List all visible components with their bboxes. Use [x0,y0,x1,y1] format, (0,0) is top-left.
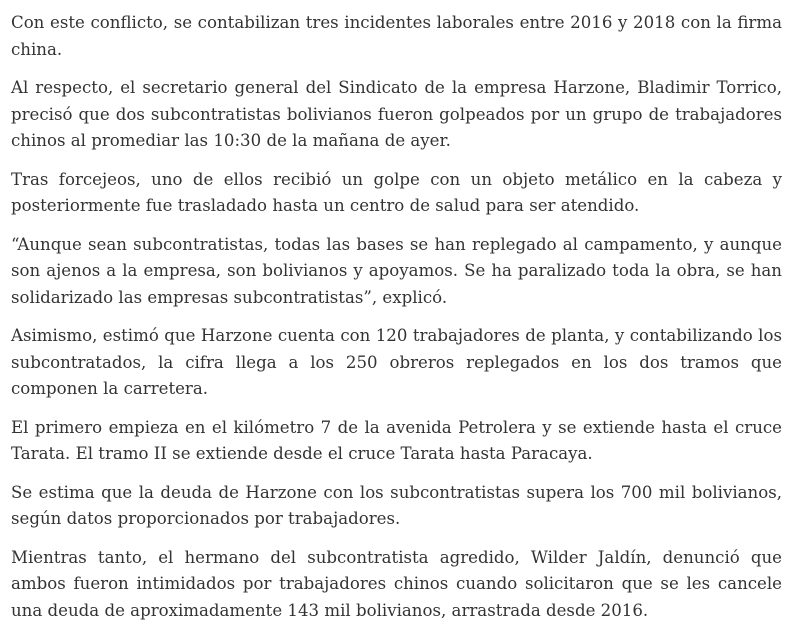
article-paragraph-6: El primero empieza en el kilómetro 7 de la avenida Petrolera y se extiende hasta el cruce Tarata. El tramo II se extiende desde el cruce Tarata hasta Paracaya. [11,417,782,463]
article-paragraph-4: “Aunque sean subcontratistas, todas las bases se han replegado al campamento, y aunque son ajenos a la empresa, son bolivianos y apoyamos. Se ha paralizado toda la obra, se han solidarizado las empresas subcontratistas”, explicó. [11,234,782,307]
article-paragraph-3: Tras forcejeos, uno de ellos recibió un golpe con un objeto metálico en la cabeza y posteriormente fue trasladado hasta un centro de salud para ser atendido. [11,169,782,215]
article-paragraph-2: Al respecto, el secretario general del Sindicato de la empresa Harzone, Bladimir Torrico, precisó que dos subcontratistas bolivianos fueron golpeados por un grupo de trabajadores chinos al promediar las 10:30 de la mañana de ayer. [11,78,782,150]
article-paragraph-1: Con este conflicto, se contabilizan tres incidentes laborales entre 2016 y 2018 con la firma china. [11,13,782,59]
article-paragraph-8: Mientras tanto, el hermano del subcontratista agredido, Wilder Jaldín, denunció que ambos fueron intimidados por trabajadores chinos cuando solicitaron que se les cancele una deuda de aproximadamente 143 mil bolivianos, arrastrada desde 2016. [11,547,782,620]
article-paragraph-7: Se estima que la deuda de Harzone con los subcontratistas supera los 700 mil bolivianos, según datos proporcionados por trabajadores. [11,482,782,528]
article-paragraph-5: Asimismo, estimó que Harzone cuenta con 120 trabajadores de planta, y contabilizando los subcontratados, la cifra llega a los 250 obreros replegados en los dos tramos que componen la carretera. [11,326,782,398]
